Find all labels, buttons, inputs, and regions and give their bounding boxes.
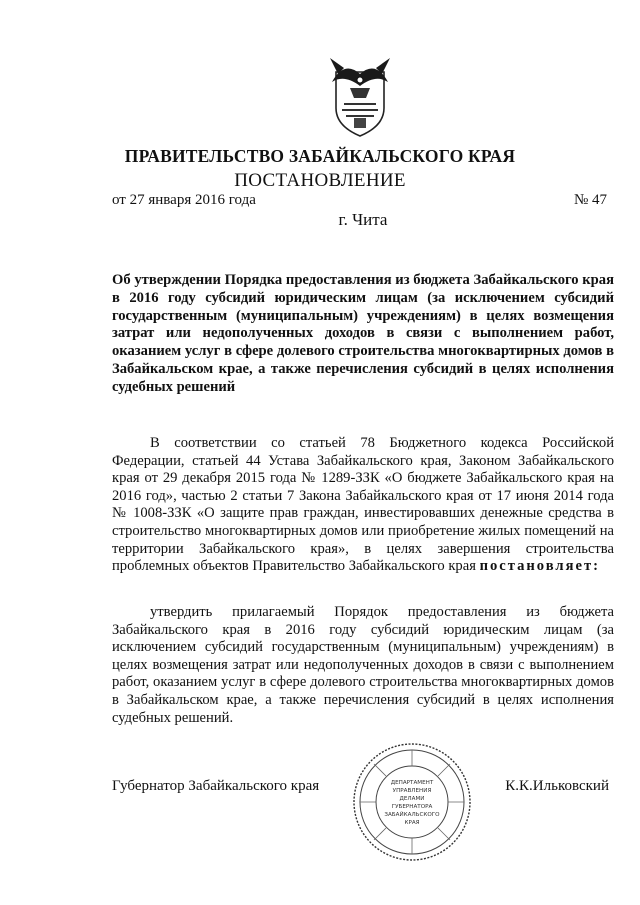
preamble-text: В соответствии со статьей 78 Бюджетного кодекса Российской Федерации, статьей 44 Устава Забайкальского края, Законом Забайкальского края от 29 декабря 2015 года № 1289-ЗЗК «О бюджете Забайкальского края на 2016 год», частью 2 статьи 7 Закона Забайкальского края от 17 июня 2014 года № 1008-ЗЗК «О защите прав граждан, инвестировавших денежные средства в строительство многоквартирных домов или приобретение жилых помещений на территории Забайкальского края», в целях завершения строительства проблемных объектов Правительство Забайкальского края [112,435,614,575]
document-date: от 27 января 2016 года [112,192,256,208]
document-city: г. Чита [338,210,388,229]
preamble-paragraph [112,435,614,576]
document-number: № 47 [573,192,607,208]
official-seal-stamp [350,740,474,864]
signatory-name: К.К.Ильковский [505,778,609,794]
resolution-paragraph: утвердить прилагаемый Порядок предоставления из бюджета Забайкальского края в 2016 году субсидий юридическим лицам (за исключением субсидий государственным (муниципальным) учреждениям) в целях возмещения затрат или недополученных доходов в связи с выполнением работ, оказанием услуг в сфере долевого строительства многоквартирных домов в Забайкальском крае, а также перечисления субсидий в целях исполнения судебных решений. [112,604,614,726]
government-title: ПРАВИТЕЛЬСТВО ЗАБАЙКАЛЬСКОГО КРАЯ [124,146,516,166]
document-title: Об утверждении Порядка предоставления из бюджета Забайкальского края в 2016 году субсидий юридическим лицам (за исключением субсидий государственным (муниципальным) учреждениям) в целях возмещения затрат или недополученных доходов в связи с выполнением работ, оказанием услуг в сфере долевого строительства многоквартирных домов в Забайкальском крае, а также перечисления субсидий в целях исполнения судебных решений [112,272,614,395]
svg-text:КРАЯ: КРАЯ [404,820,420,826]
document-type: ПОСТАНОВЛЕНИЕ [234,170,406,191]
signatory-position: Губернатор Забайкальского края [112,778,320,794]
svg-text:ДЕПАРТАМЕНТ: ДЕПАРТАМЕНТ [390,780,434,786]
svg-text:ЗАБАЙКАЛЬСКОГО: ЗАБАЙКАЛЬСКОГО [384,812,440,818]
svg-text:ГУБЕРНАТОРА: ГУБЕРНАТОРА [391,804,433,810]
svg-text:ДЕЛАМИ: ДЕЛАМИ [399,796,425,802]
resolves-word: постановляет: [479,558,601,575]
svg-text:УПРАВЛЕНИЯ: УПРАВЛЕНИЯ [392,788,432,794]
coat-of-arms-emblem [324,52,396,138]
